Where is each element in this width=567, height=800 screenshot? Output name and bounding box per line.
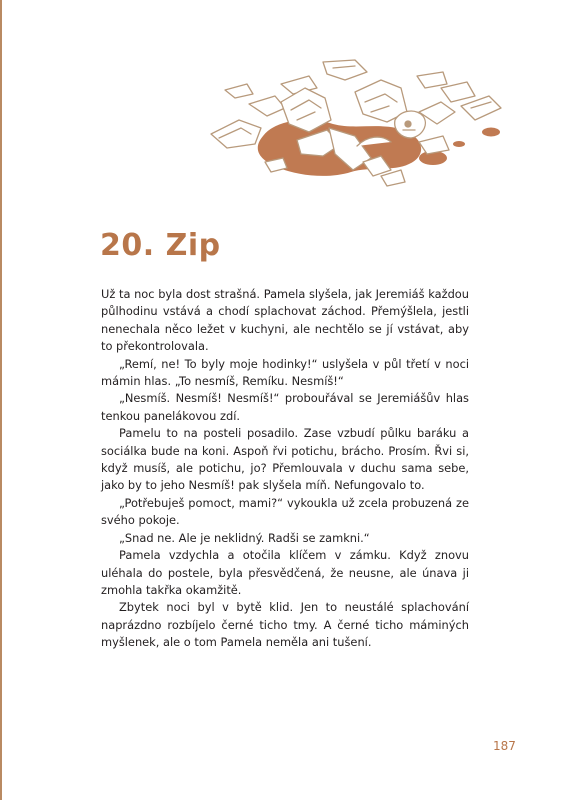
chapter-body: [101, 286, 469, 652]
chapter-title: 20. Zip: [100, 228, 221, 263]
paragraph: „Nesmíš. Nesmíš! Nesmíš!“ probouřával se Jeremiášův hlas tenkou panelákovou zdí.: [101, 391, 469, 423]
shards-line-art: [211, 60, 501, 186]
paragraph: Už ta noc byla dost strašná. Pamela slyšela, jak Jeremiáš každou půlhodinu vstává a chodí splachovat záchod. Přemýšlela, jestli nenechala něco ležet v kuchyni, ale nechtělo se jí vstávat, aby to překontrolovala.: [101, 287, 469, 354]
page-number: 187: [493, 739, 516, 753]
paragraph: „Snad ne. Ale je neklidný. Radši se zamkni.“: [119, 530, 370, 545]
paragraph: „Potřebuješ pomoct, mami?“ vykoukla už zcela probuzená ze svého pokoje.: [101, 495, 469, 528]
paragraph: Pamela vzdychla a otočila klíčem v zámku. Když znovu uléhala do postele, byla přesvědčená, že neusne, ale únava ji zmohla takřka okamžitě.: [101, 548, 469, 597]
paragraph: Zbytek noci byl v bytě klid. Jen to neustálé splachování naprázdno rozbíjelo černé ticho tmy. A černé ticho máminých myšlenek, ale o tom Pamela neměla ani tušení.: [101, 600, 469, 650]
page-edge-line: [0, 0, 2, 800]
paragraph: Pamelu to na posteli posadilo. Zase vzbudí půlku baráku a sociálka bude na koni. Aspoň řvi potichu, brácho. Prosím. Řvi si, když musíš, ale potichu, jo? Přemlouvala v duchu sama sebe, jako by to jeho Nesmíš! pak slyšela míň. Nefungovalo to.: [101, 426, 469, 493]
broken-dishes-illustration: [205, 58, 510, 190]
paragraph: „Remí, ne! To byly moje hodinky!“ uslyšela v půl třetí v noci mámin hlas. „To nesmíš, Remíku. Nesmíš!“: [101, 356, 469, 389]
